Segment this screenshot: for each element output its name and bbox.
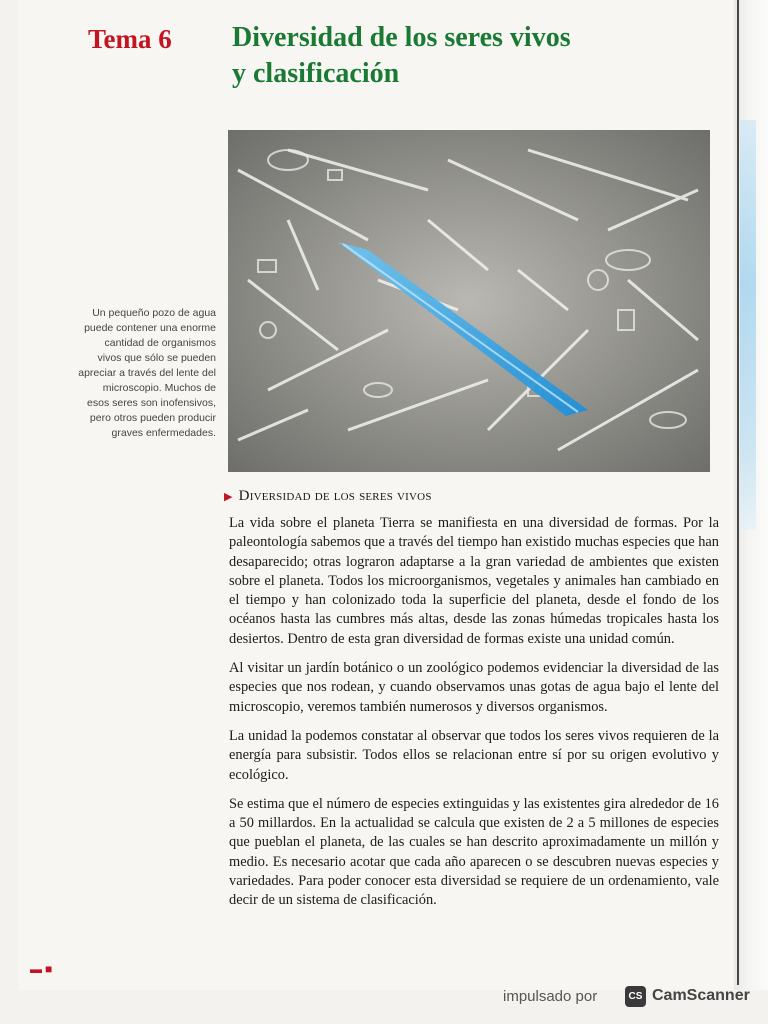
- section-heading-text: Diversidad de los seres vivos: [238, 488, 432, 504]
- body-text: [229, 514, 719, 921]
- tema-label: Tema 6: [88, 24, 172, 54]
- powered-by-text: impulsado por: [503, 988, 598, 1005]
- paragraph-1: La vida sobre el planeta Tierra se manifiesta en una diversidad de formas. Por la paleontología sabemos que a través del tiempo han existido muchas especies que han desaparecido; otras lograron adaptarse a la gran variedad de ambientes que existen sobre el planeta. Todos los microorganismos, vegetales y animales han cambiado en el tiempo y han colonizado toda la superficie del planeta, desde el fondo de los océanos hasta las cumbres más altas, desde las zonas húmedas tropicales hasta los desiertos. Dentro de esta gran diversidad de formas existe una unidad común.: [229, 515, 719, 647]
- title-line-2: y clasificación: [232, 58, 400, 89]
- figure-caption: Un pequeño pozo de agua puede contener una enorme cantidad de organismos vivos que sólo se pueden apreciar a través del lente del microscopio. Muchos de esos seres son inofensivos, pero otros pueden producir graves enfermedades.: [78, 307, 216, 439]
- paragraph-4: Se estima que el número de especies extinguidas y las existentes gira alrededor de 16 a 50 millardos. En la actualidad se calcula que existen de 2 a 5 millones de especies que pueblan el planeta, de las cuales se han descrito aproximadamente un millón y medio. Es necesario acotar que cada año aparecen o se descubren nuevas especies y variedades. Para poder conocer esta diversidad se requiere de un ordenamiento, vale decir de un sistema de clasificación.: [229, 795, 719, 909]
- paragraph-3: La unidad la podemos constatar al observar que todos los seres vivos requieren de la energía para subsistir. Todos ellos se relacionan entre sí por su origen evolutivo y ecológico.: [229, 727, 719, 783]
- camscanner-brand: CamScanner: [652, 987, 750, 1004]
- page-title: [232, 20, 712, 92]
- camscanner-logo-icon: CS: [625, 986, 646, 1007]
- paragraph-2: Al visitar un jardín botánico o un zoológico podemos evidenciar la diversidad de las especies que nos rodean, y cuando observamos unas gotas de agua bajo el lente del microscopio, veremos también numerosos y diversos organismos.: [229, 660, 719, 715]
- page-marks: ▬ ■: [30, 962, 53, 976]
- heading-marker-icon: ▶: [224, 491, 233, 503]
- microscope-image-icon: [228, 130, 710, 472]
- next-page-strip: [740, 120, 756, 530]
- title-line-1: Diversidad de los seres vivos: [232, 22, 571, 53]
- section-heading: [224, 488, 432, 505]
- page-edge-line: [737, 0, 739, 985]
- microscope-photo: [228, 130, 710, 472]
